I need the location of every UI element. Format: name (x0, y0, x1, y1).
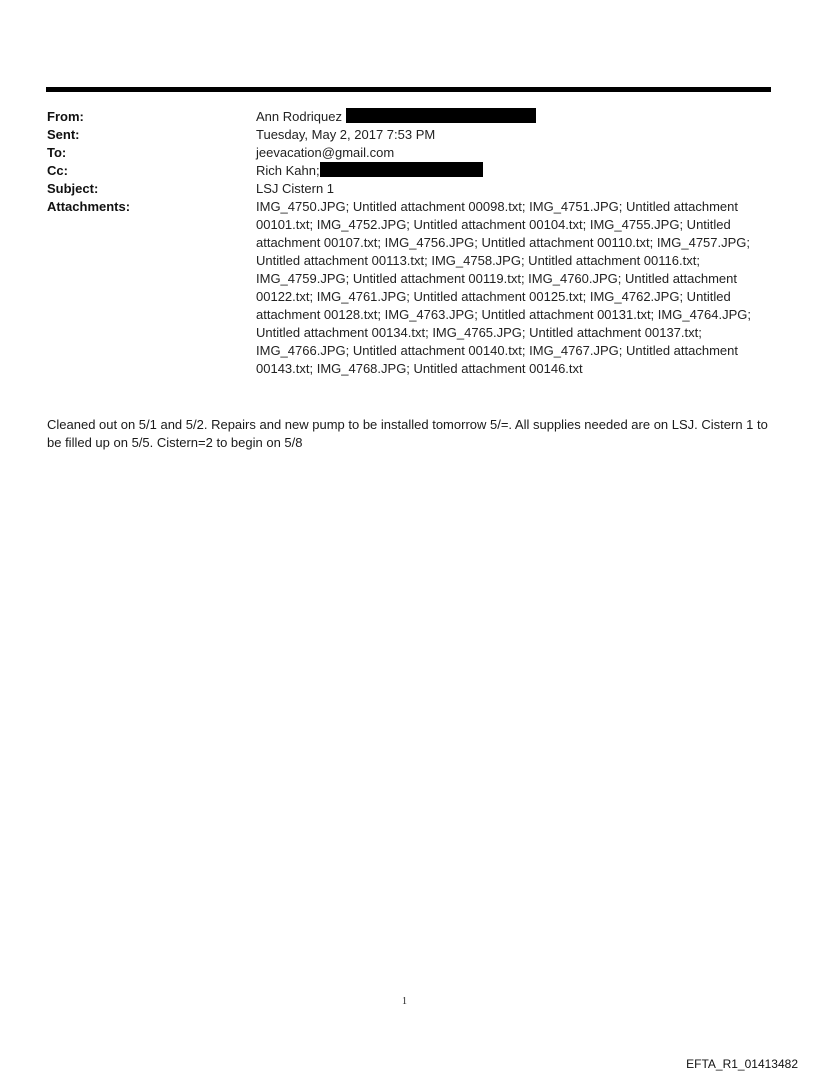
attachments-row (47, 198, 767, 378)
header-divider (46, 87, 771, 92)
email-body: Cleaned out on 5/1 and 5/2. Repairs and new pump to be installed tomorrow 5/=. All supplies needed are on LSJ. Cistern 1 to be filled up on 5/5. Cistern=2 to begin on 5/8 (47, 417, 768, 450)
from-value (256, 108, 767, 126)
cc-name: Rich Kahn; (256, 163, 320, 178)
cc-redaction (320, 162, 483, 177)
bates-number: EFTA_R1_01413482 (686, 1057, 798, 1071)
subject-value: LSJ Cistern 1 (256, 181, 335, 196)
from-redaction (346, 108, 536, 123)
sent-label: Sent: (47, 127, 80, 142)
subject-row (47, 180, 767, 198)
sent-value: Tuesday, May 2, 2017 7:53 PM (256, 127, 436, 142)
attachments-label: Attachments: (47, 199, 131, 214)
to-value: jeevacation@gmail.com (256, 145, 395, 160)
cc-label: Cc: (47, 163, 68, 178)
email-header (47, 108, 767, 378)
cc-value (256, 162, 767, 180)
from-row (47, 108, 767, 126)
sent-row (47, 126, 767, 144)
from-label: From: (47, 109, 84, 124)
page-number: 1 (402, 996, 407, 1007)
from-name: Ann Rodriquez (256, 109, 346, 124)
to-row (47, 144, 767, 162)
cc-row (47, 162, 767, 180)
to-label: To: (47, 145, 67, 160)
attachments-value: IMG_4750.JPG; Untitled attachment 00098.txt; IMG_4751.JPG; Untitled attachment 00101.txt; IMG_4752.JPG; Untitled attachment 00104.txt; IMG_4755.JPG; Untitled attachment 00107.txt; IMG_4756.JPG; Untitled attachment 00110.txt; IMG_4757.JPG; Untitled attachment 00113.txt; IMG_4758.JPG; Untitled attachment 00116.txt; IMG_4759.JPG; Untitled attachment 00119.txt; IMG_4760.JPG; Untitled attachment 00122.txt; IMG_4761.JPG; Untitled attachment 00125.txt; IMG_4762.JPG; Untitled attachment 00128.txt; IMG_4763.JPG; Untitled attachment 00131.txt; IMG_4764.JPG; Untitled attachment 00134.txt; IMG_4765.JPG; Untitled attachment 00137.txt; IMG_4766.JPG; Untitled attachment 00140.txt; IMG_4767.JPG; Untitled attachment 00143.txt; IMG_4768.JPG; Untitled attachment 00146.txt (256, 199, 751, 376)
subject-label: Subject: (47, 181, 99, 196)
